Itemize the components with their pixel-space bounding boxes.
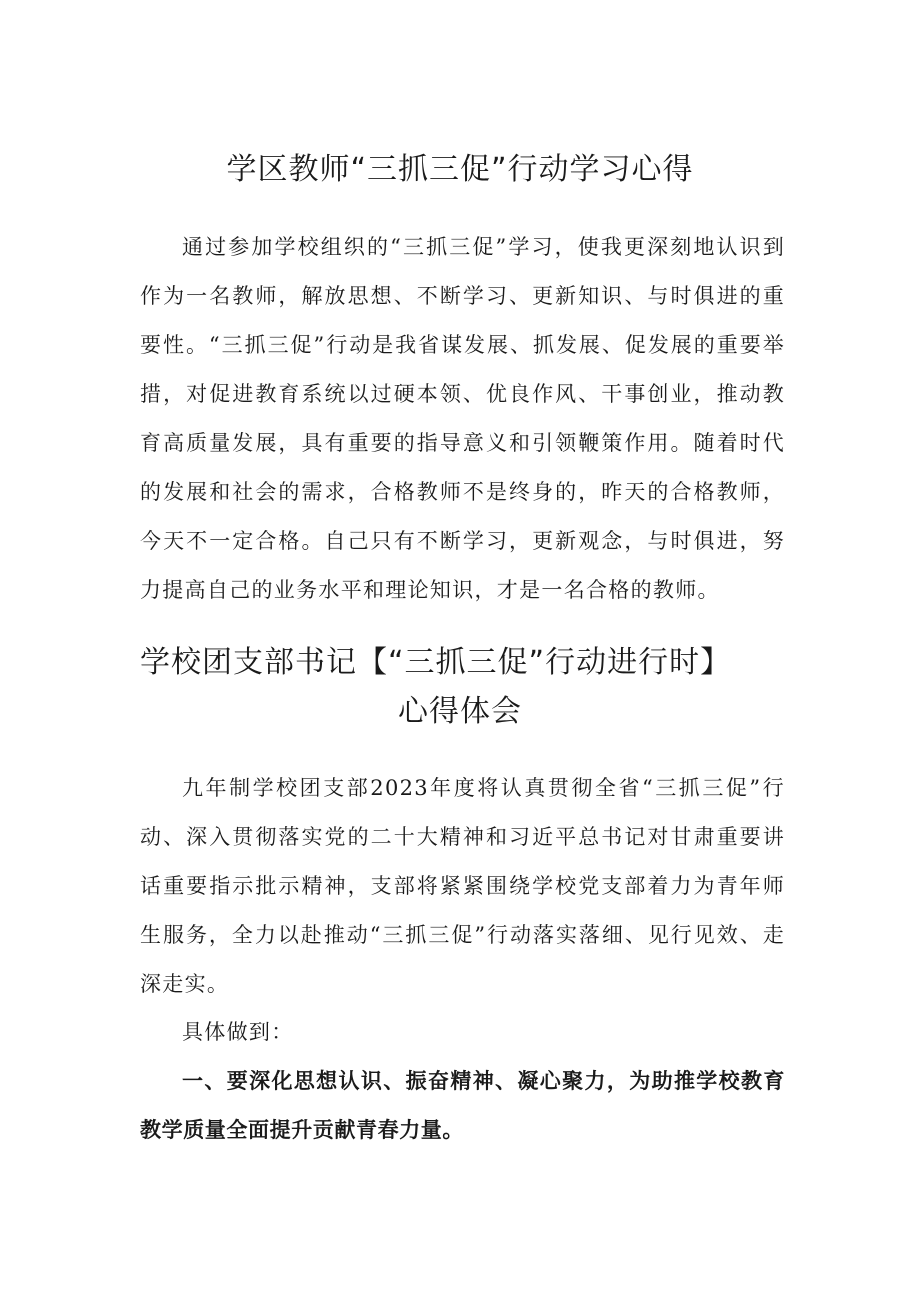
section2-point1: 一、要深化思想认识、振奋精神、凝心聚力，为助推学校教育教学质量全面提升贡献青春力量。 [140, 1069, 785, 1142]
section1-title: 学区教师“三抓三促”行动学习心得 [226, 152, 694, 187]
section2-paragraph: 九年制学校团支部2023年度将认真贯彻全省“三抓三促”行动、深入贯彻落实党的二十大精神和习近平总书记对甘肃重要讲话重要指示批示精神，支部将紧紧围绕学校党支部着力为青年师生服务，全力以赴推动“三抓三促”行动落实落细、见行见效、走深走实。 [140, 776, 785, 996]
section2-title-line2: 心得体会 [398, 694, 522, 729]
section2-title-line1: 学校团支部书记【“三抓三促”行动进行时】 [140, 645, 732, 680]
section1-paragraph: 通过参加学校组织的“三抓三促”学习，使我更深刻地认识到作为一名教师，解放思想、不断学习、更新知识、与时俱进的重要性。“三抓三促”行动是我省谋发展、抓发展、促发展的重要举措，对促进教育系统以过硬本领、优良作风、干事创业，推动教育高质量发展，具有重要的指导意义和引领鞭策作用。随着时代的发展和社会的需求，合格教师不是终身的，昨天的合格教师，今天不一定合格。自己只有不断学习，更新观念，与时俱进，努力提高自己的业务水平和理论知识，才是一名合格的教师。 [140, 235, 785, 602]
section2-lead: 具体做到： [182, 1020, 294, 1044]
